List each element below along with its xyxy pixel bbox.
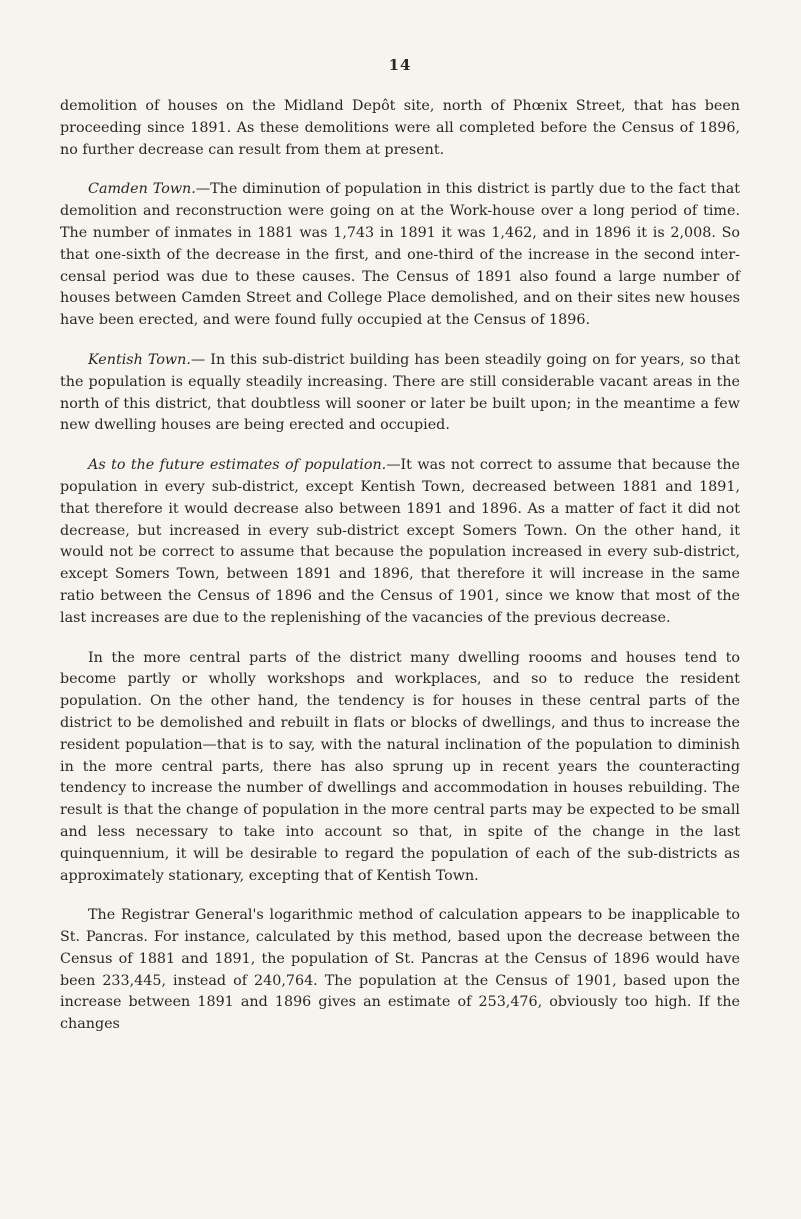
paragraph-heading: As to the future estimates of population. <box>88 457 387 474</box>
paragraph-central-parts <box>60 648 740 888</box>
paragraph-heading: Kentish Town. <box>88 351 191 368</box>
page-number: 14 <box>388 56 412 74</box>
document-page <box>60 56 740 1054</box>
paragraph-camden-town <box>60 179 740 332</box>
paragraph-text: —The diminution of population in this district is partly due to the fact that demolition and reconstruction were going on at the Work-house over a long period of time. The number of inmates in 1881 was 1,743 in 1891 it was 1,462, and in 1896 it is 2,008. So that one-sixth of the decrease in the first, and one-third of the increase in the second inter-censal period was due to these causes. The Census of 1891 also found a large number of houses between Camden Street and College Place demolished, and on their sites new houses have been erected, and were found fully occupied at the Census of 1896. <box>60 181 740 329</box>
paragraph-text: —It was not correct to assume that because the population in every sub-district, except Kentish Town, decreased between 1881 and 1891, that therefore it would decrease also between 1891 and 1896. As a matter of fact it did not decrease, but increased in every sub-district except Somers Town. On the other hand, it would not be correct to assume that because the population increased in every sub-district, except Somers Town, between 1891 and 1896, that therefore it will increase in the same ratio between the Census of 1896 and the Census of 1901, since we know that most of the last increases are due to the replenishing of the vacancies of the previous decrease. <box>60 457 740 626</box>
paragraph-future-estimates <box>60 455 740 629</box>
paragraph-text: — In this sub-district building has been steadily going on for years, so that the population is equally steadily increasing. There are still considerable vacant areas in the north of this district, that doubtless will sooner or later be built upon; in the meantime a few new dwelling houses are being erected and occupied. <box>60 351 740 434</box>
paragraph-text: demolition of houses on the Midland Depôt site, north of Phœnix Street, that has been proceeding since 1891. As these demolitions were all completed before the Census of 1896, no further decrease can result from them at present. <box>60 98 740 158</box>
paragraph-heading: Camden Town. <box>88 181 196 198</box>
paragraph-text: In the more central parts of the district many dwelling roooms and houses tend to become partly or wholly workshops and workplaces, and so to reduce the resident population. On the other hand, the tendency is for houses in these central parts of the district to be demolished and rebuilt in flats or blocks of dwellings, and thus to increase the resident population—that is to say, with the natural inclination of the population to diminish in the more central parts, there has also sprung up in recent years the counteracting tendency to increase the number of dwellings and accommodation in houses rebuilding. The result is that the change of population in the more central parts may be expected to be small and less necessary to take into account so that, in spite of the change in the last quinquennium, it will be desirable to regard the population of each of the sub-districts as approximately stationary, excepting that of Kentish Town. <box>60 649 740 884</box>
paragraph-midland-depot <box>60 96 740 161</box>
paragraph-registrar-method <box>60 905 740 1036</box>
paragraph-kentish-town <box>60 350 740 437</box>
paragraph-text: The Registrar General's logarithmic method of calculation appears to be inapplicable to St. Pancras. For instance, calculated by this method, based upon the decrease between the Census of 1881 and 1891, the population of St. Pancras at the Census of 1896 would have been 233,445, instead of 240,764. The population at the Census of 1901, based upon the increase between 1891 and 1896 gives an estimate of 253,476, obviously too high. If the changes <box>60 907 740 1033</box>
